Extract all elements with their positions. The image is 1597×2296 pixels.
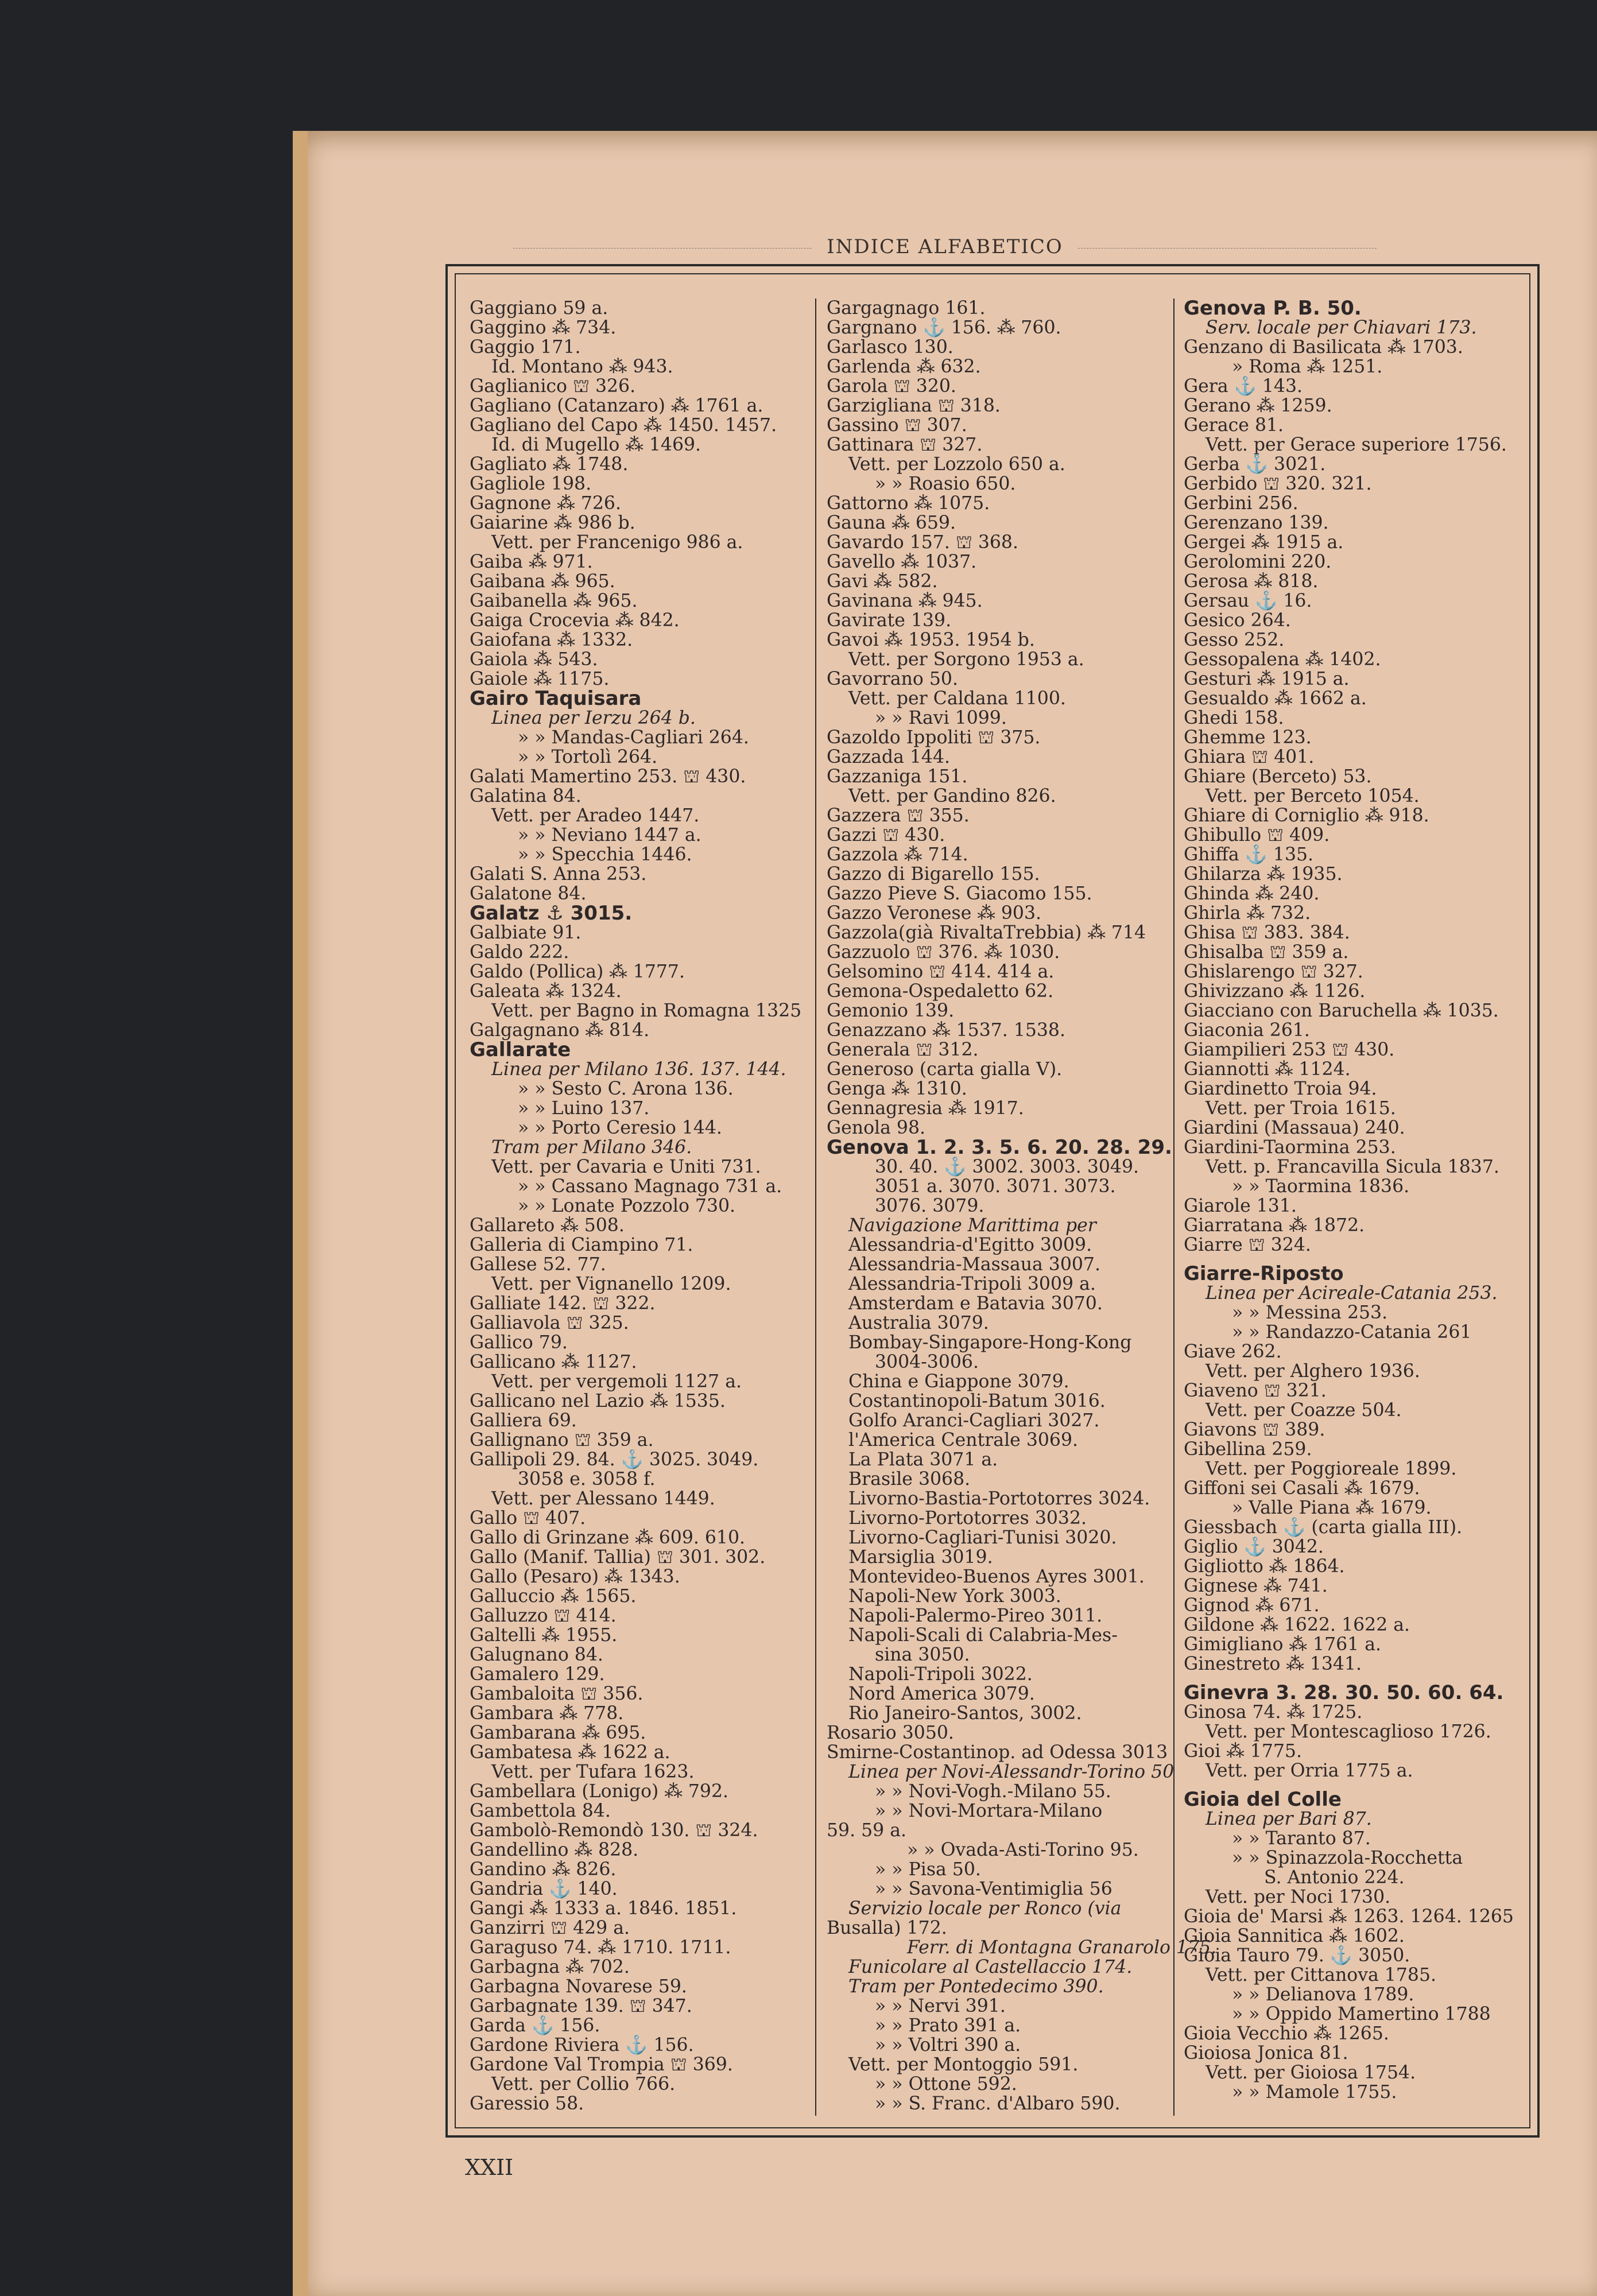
index-entry: Gaibanella ⁂ 965. [470, 591, 638, 611]
index-entry: Ginevra 3. 28. 30. 50. 60. 64. [1184, 1681, 1504, 1704]
index-entry: » » Mandas-Cagliari 264. [518, 727, 749, 748]
index-entry: Gallo (Manif. Tallia) ⛫ 301. 302. [470, 1547, 766, 1568]
index-entry: Garola ⛫ 320. [827, 376, 956, 397]
index-entry: » » Pisa 50. [875, 1859, 981, 1880]
index-entry: Vett. per Orria 1775 a. [1205, 1760, 1413, 1781]
index-entry: Ghiare (Berceto) 53. [1184, 766, 1372, 787]
index-entry: Vett. per Poggioreale 1899. [1205, 1459, 1457, 1479]
index-entry: Galgagnano ⁂ 814. [470, 1020, 650, 1041]
index-entry: Id. Montano ⁂ 943. [491, 356, 673, 377]
index-entry: Gerolomini 220. [1184, 552, 1332, 572]
index-entry: Gavorrano 50. [827, 669, 958, 689]
index-entry: Gemonio 139. [827, 1000, 955, 1021]
index-entry: Linea per Bari 87. [1205, 1809, 1372, 1829]
index-column-1 [470, 298, 809, 2116]
index-entry: Rio Janeiro-Santos, 3002. [848, 1703, 1082, 1724]
index-entry: » » Savona-Ventimiglia 56 [875, 1879, 1113, 1899]
index-entry: Gaiola ⁂ 543. [470, 649, 598, 670]
index-entry: Vett. per Troia 1615. [1205, 1098, 1396, 1119]
index-entry: Gallareto ⁂ 508. [470, 1215, 625, 1236]
index-entry: Galatz ⚓ 3015. [470, 902, 633, 925]
index-entry: Gallignano ⛫ 359 a. [470, 1430, 654, 1450]
index-entry: Ghinda ⁂ 240. [1184, 883, 1320, 904]
index-entry: Gioia Tauro 79. ⚓ 3050. [1184, 1945, 1410, 1966]
index-entry: Gignod ⁂ 671. [1184, 1595, 1320, 1616]
index-entry: Galluccio ⁂ 1565. [470, 1586, 637, 1607]
index-entry: Vett. per vergemoli 1127 a. [491, 1371, 742, 1392]
index-entry: Genova 1. 2. 3. 5. 6. 20. 28. 29. [827, 1136, 1172, 1159]
index-entry: Gaggio 171. [470, 337, 581, 358]
index-entry: Galatina 84. [470, 786, 582, 806]
index-entry: Gazzo Veronese ⁂ 903. [827, 903, 1042, 924]
index-entry: Golfo Aranci-Cagliari 3027. [848, 1410, 1100, 1431]
index-entry: » Roma ⁂ 1251. [1232, 356, 1383, 377]
index-entry: Gallico 79. [470, 1332, 568, 1353]
index-entry: » Valle Piana ⁂ 1679. [1232, 1498, 1432, 1518]
index-entry: Ghemme 123. [1184, 727, 1312, 748]
index-entry: 3051 a. 3070. 3071. 3073. [875, 1176, 1116, 1197]
index-entry: Galdo 222. [470, 942, 569, 963]
index-entry: Garbagna ⁂ 702. [470, 1957, 630, 1977]
index-entry: » » Novi-Mortara-Milano [875, 1801, 1103, 1821]
index-entry: Bombay-Singapore-Hong-Kong [848, 1332, 1132, 1353]
index-entry: Galatone 84. [470, 883, 587, 904]
index-entry: » » Luino 137. [518, 1098, 650, 1119]
index-entry: Garessio 58. [470, 2093, 584, 2114]
index-entry: Ghisalba ⛫ 359 a. [1184, 942, 1349, 963]
index-entry: Livorno-Bastia-Portotorres 3024. [848, 1488, 1150, 1509]
index-entry: Galliera 69. [470, 1410, 577, 1431]
index-entry: Garda ⚓ 156. [470, 2015, 600, 2036]
index-entry: Vett. per Gandino 826. [848, 786, 1056, 806]
index-frame [445, 264, 1540, 2138]
index-entry: Giglio ⚓ 3042. [1184, 1537, 1324, 1557]
index-entry: Garlenda ⁂ 632. [827, 356, 981, 377]
index-entry: Galeata ⁂ 1324. [470, 981, 622, 1002]
index-entry: Gazzi ⛫ 430. [827, 825, 945, 846]
index-entry: Giacciano con Baruchella ⁂ 1035. [1184, 1000, 1499, 1021]
index-entry: » » Oppido Mamertino 1788 [1232, 2004, 1491, 2024]
index-entry: » » Ovada-Asti-Torino 95. [907, 1840, 1139, 1860]
index-entry: Giardinetto Troia 94. [1184, 1079, 1377, 1099]
index-entry: Giardini (Massaua) 240. [1184, 1118, 1405, 1138]
index-entry: Gavirate 139. [827, 610, 952, 631]
index-entry: Gennagresia ⁂ 1917. [827, 1098, 1024, 1119]
index-entry: Gioia Vecchio ⁂ 1265. [1184, 2023, 1389, 2044]
index-entry: Servizio locale per Ronco (via [848, 1898, 1122, 1919]
index-entry: Generala ⛫ 312. [827, 1040, 979, 1060]
index-entry: Galati S. Anna 253. [470, 864, 647, 885]
index-entry: Gimigliano ⁂ 1761 a. [1184, 1634, 1382, 1655]
index-entry: Genzano di Basilicata ⁂ 1703. [1184, 337, 1463, 358]
index-entry: Gaiole ⁂ 1175. [470, 669, 610, 689]
index-entry: Gaiofana ⁂ 1332. [470, 630, 633, 650]
index-entry: Gaibana ⁂ 965. [470, 571, 615, 592]
index-entry: Gioia Sannitica ⁂ 1602. [1184, 1926, 1405, 1946]
index-entry: Giannotti ⁂ 1124. [1184, 1059, 1351, 1080]
index-entry: Gambara ⁂ 778. [470, 1703, 624, 1724]
index-entry: Navigazione Marittima per [848, 1215, 1096, 1236]
index-entry: 30. 40. ⚓ 3002. 3003. 3049. [875, 1157, 1139, 1177]
index-entry: Nord America 3079. [848, 1684, 1035, 1704]
index-entry: » » Porto Ceresio 144. [518, 1118, 722, 1138]
index-entry: » » Delianova 1789. [1232, 1984, 1414, 2005]
index-entry: Napoli-Scali di Calabria-Mes- [848, 1625, 1118, 1646]
column-divider-2 [1173, 298, 1175, 2116]
index-entry: Montevideo-Buenos Ayres 3001. [848, 1566, 1145, 1587]
index-entry: Gangi ⁂ 1333 a. 1846. 1851. [470, 1898, 737, 1919]
index-entry: Vett. per Tufara 1623. [491, 1762, 695, 1782]
index-entry: » » Lonate Pozzolo 730. [518, 1196, 736, 1216]
index-entry: Genola 98. [827, 1118, 926, 1138]
index-entry: Galtelli ⁂ 1955. [470, 1625, 618, 1646]
index-entry: Gildone ⁂ 1622. 1622 a. [1184, 1615, 1410, 1635]
index-entry: Giffoni sei Casali ⁂ 1679. [1184, 1478, 1420, 1499]
index-entry: Gandria ⚓ 140. [470, 1879, 618, 1899]
index-entry: Gibellina 259. [1184, 1439, 1312, 1460]
index-entry: Ghiffa ⚓ 135. [1184, 844, 1314, 865]
index-entry: Garzigliana ⛫ 318. [827, 395, 1001, 416]
index-entry: Generoso (carta gialla V). [827, 1059, 1063, 1080]
index-entry: Amsterdam e Batavia 3070. [848, 1293, 1103, 1314]
index-entry: Gardone Riviera ⚓ 156. [470, 2035, 694, 2055]
index-entry: » » Spinazzola-Rocchetta [1232, 1848, 1463, 1868]
index-entry: Vett. per Coazze 504. [1205, 1400, 1402, 1421]
index-entry: Gandino ⁂ 826. [470, 1859, 617, 1880]
index-entry: » » Specchia 1446. [518, 844, 692, 865]
index-entry: Linea per Ierzu 264 b. [491, 708, 696, 728]
index-entry: Galliavola ⛫ 325. [470, 1313, 629, 1333]
index-entry: Vett. per Berceto 1054. [1205, 786, 1420, 806]
index-entry: Gargagnago 161. [827, 298, 986, 319]
index-entry: Vett. per Vignanello 1209. [491, 1274, 731, 1294]
index-entry: » » Ravi 1099. [875, 708, 1007, 728]
index-entry: 3076. 3079. [875, 1196, 984, 1216]
index-entry: Vett. per Gioiosa 1754. [1205, 2062, 1416, 2083]
index-entry: Rosario 3050. [827, 1723, 954, 1743]
index-entry: Gallo (Pesaro) ⁂ 1343. [470, 1566, 680, 1587]
running-head: INDICE ALFABETICO [293, 235, 1597, 258]
index-entry: Gaggiano 59 a. [470, 298, 608, 319]
index-entry: Gerenzano 139. [1184, 513, 1329, 533]
index-entry: Gaiarine ⁂ 986 b. [470, 513, 635, 533]
index-entry: Gambaloita ⛫ 356. [470, 1684, 644, 1704]
index-entry: Gazzera ⛫ 355. [827, 805, 970, 826]
index-entry: » » Randazzo-Catania 261 [1232, 1322, 1472, 1343]
index-entry: Gesualdo ⁂ 1662 a. [1184, 688, 1367, 709]
index-entry: Gioia de' Marsi ⁂ 1263. 1264. 1265 [1184, 1906, 1514, 1927]
index-entry: Costantinopoli-Batum 3016. [848, 1391, 1106, 1411]
index-entry: Garbagnate 139. ⛫ 347. [470, 1996, 692, 2016]
index-entry: Gaglianico ⛫ 326. [470, 376, 636, 397]
index-entry: Gattinara ⛫ 327. [827, 435, 983, 455]
index-entry: Gergei ⁂ 1915 a. [1184, 532, 1344, 553]
index-entry: Giarre-Riposto [1184, 1262, 1344, 1285]
index-entry: Tram per Milano 346. [491, 1137, 692, 1158]
index-entry: Gambatesa ⁂ 1622 a. [470, 1742, 670, 1763]
index-entry: Ghislarengo ⛫ 327. [1184, 961, 1363, 982]
index-entry: Vett. per Collio 766. [491, 2074, 676, 2095]
index-entry: Genazzano ⁂ 1537. 1538. [827, 1020, 1065, 1041]
index-entry: Vett. per Cavaria e Uniti 731. [491, 1157, 761, 1177]
index-entry: Gazzo Pieve S. Giacomo 155. [827, 883, 1092, 904]
index-entry: Alessandria-Tripoli 3009 a. [848, 1274, 1096, 1294]
index-entry: Gallicano ⁂ 1127. [470, 1352, 637, 1372]
index-entry: S. Antonio 224. [1264, 1867, 1405, 1888]
index-entry: Smirne-Costantinop. ad Odessa 3013 [827, 1742, 1168, 1763]
index-entry: Gairo Taquisara [470, 687, 642, 710]
index-entry: Ghiara ⛫ 401. [1184, 747, 1315, 767]
index-entry: Gelsomino ⛫ 414. 414 a. [827, 961, 1055, 982]
index-entry: Gamalero 129. [470, 1664, 605, 1685]
index-entry: Genova P. B. 50. [1184, 297, 1362, 320]
index-entry: Gazzola(già RivaltaTrebbia) ⁂ 714 [827, 922, 1146, 943]
index-column-2 [827, 298, 1217, 2116]
index-entry: Gazzaniga 151. [827, 766, 968, 787]
index-entry: Gesso 252. [1184, 630, 1285, 650]
index-entry: 3004-3006. [875, 1352, 979, 1372]
index-entry: sina 3050. [875, 1645, 970, 1665]
index-entry: Vett. per Cittanova 1785. [1205, 1965, 1437, 1985]
index-entry: China e Giappone 3079. [848, 1371, 1069, 1392]
index-entry: Galati Mamertino 253. ⛫ 430. [470, 766, 746, 787]
index-entry: Gioiosa Jonica 81. [1184, 2043, 1348, 2064]
index-entry: Giavons ⛫ 389. [1184, 1420, 1325, 1440]
index-entry: Ghibullo ⛫ 409. [1184, 825, 1330, 846]
index-entry: Gallicano nel Lazio ⁂ 1535. [470, 1391, 726, 1411]
index-entry: Gallarate [470, 1038, 571, 1061]
index-entry: Gazzada 144. [827, 747, 951, 767]
index-entry: Gambarana ⁂ 695. [470, 1723, 646, 1743]
index-entry: Garlasco 130. [827, 337, 953, 358]
index-entry: Livorno-Cagliari-Tunisi 3020. [848, 1527, 1117, 1548]
index-entry: Galluzzo ⛫ 414. [470, 1605, 617, 1626]
index-entry: Gignese ⁂ 741. [1184, 1576, 1328, 1596]
index-entry: Gardone Val Trompia ⛫ 369. [470, 2054, 733, 2075]
index-entry: Linea per Milano 136. 137. 144. [491, 1059, 786, 1080]
index-entry: Gerba ⚓ 3021. [1184, 454, 1326, 475]
index-entry: Ferr. di Montagna Granarolo 175. [907, 1937, 1217, 1958]
page-number: XXII [465, 2155, 514, 2180]
index-entry: Ghivizzano ⁂ 1126. [1184, 981, 1366, 1002]
index-entry: Vett. per Francenigo 986 a. [491, 532, 743, 553]
index-entry: Vett. per Montescaglioso 1726. [1205, 1721, 1491, 1742]
index-entry: Gambellara (Lonigo) ⁂ 792. [470, 1781, 729, 1802]
index-entry: Gallo di Grinzane ⁂ 609. 610. [470, 1527, 746, 1548]
index-entry: Tram per Pontedecimo 390. [848, 1976, 1104, 1997]
index-entry: Gambettola 84. [470, 1801, 611, 1821]
index-entry: Gerbido ⛫ 320. 321. [1184, 474, 1372, 494]
index-entry: » » Neviano 1447 a. [518, 825, 701, 846]
index-entry: Gaiba ⁂ 971. [470, 552, 593, 572]
index-entry: Gallese 52. 77. [470, 1254, 606, 1275]
index-entry: Gessopalena ⁂ 1402. [1184, 649, 1381, 670]
index-entry: » » Taranto 87. [1232, 1828, 1371, 1849]
index-entry: » » Tortolì 264. [518, 747, 658, 767]
index-entry: Galliate 142. ⛫ 322. [470, 1293, 656, 1314]
index-entry: Linea per Acireale-Catania 253. [1205, 1283, 1498, 1304]
index-entry: Gassino ⛫ 307. [827, 415, 967, 436]
index-column-3 [1184, 298, 1524, 2116]
index-entry: Giardini-Taormina 253. [1184, 1137, 1396, 1158]
index-entry: Gioi ⁂ 1775. [1184, 1741, 1302, 1762]
index-entry: Genga ⁂ 1310. [827, 1079, 967, 1099]
index-entry: Gazzola ⁂ 714. [827, 844, 968, 865]
index-entry: 3058 e. 3058 f. [518, 1469, 656, 1490]
index-entry: Napoli-New York 3003. [848, 1586, 1061, 1607]
index-entry: Ghiare di Corniglio ⁂ 918. [1184, 805, 1429, 826]
index-entry: Gagliano del Capo ⁂ 1450. 1457. [470, 415, 777, 436]
index-entry: Ghedi 158. [1184, 708, 1284, 728]
index-entry: Marsiglia 3019. [848, 1547, 993, 1568]
index-entry: Giave 262. [1184, 1341, 1282, 1362]
index-entry: » » Novi-Vogh.-Milano 55. [875, 1781, 1111, 1802]
index-entry: Ghirla ⁂ 732. [1184, 903, 1311, 924]
index-entry: Ghilarza ⁂ 1935. [1184, 864, 1343, 885]
index-entry: Garbagna Novarese 59. [470, 1976, 687, 1997]
index-entry: Galbiate 91. [470, 922, 582, 943]
index-entry: l'America Centrale 3069. [848, 1430, 1078, 1450]
index-entry: Gerbini 256. [1184, 493, 1298, 514]
index-entry: Vett. per Alessano 1449. [491, 1488, 715, 1509]
index-entry: » » Nervi 391. [875, 1996, 1006, 2016]
index-entry: Vett. per Montoggio 591. [848, 2054, 1079, 2075]
index-entry: Gigliotto ⁂ 1864. [1184, 1556, 1345, 1577]
index-entry: Gattorno ⁂ 1075. [827, 493, 990, 514]
index-entry: » » Messina 253. [1232, 1302, 1388, 1323]
index-entry: Serv. locale per Chiavari 173. [1205, 317, 1477, 338]
index-entry: » » Voltri 390 a. [875, 2035, 1021, 2055]
index-entry: Ganzirri ⛫ 429 a. [470, 1918, 630, 1938]
index-entry: Gavello ⁂ 1037. [827, 552, 977, 572]
index-entry: » » Roasio 650. [875, 474, 1016, 494]
index-entry: Giarre ⛫ 324. [1184, 1235, 1311, 1255]
index-entry: Gallipoli 29. 84. ⚓ 3025. 3049. [470, 1449, 759, 1470]
index-entry: Galdo (Pollica) ⁂ 1777. [470, 961, 685, 982]
index-entry: » » Prato 391 a. [875, 2015, 1021, 2036]
index-entry: Gandellino ⁂ 828. [470, 1840, 639, 1860]
index-entry: Vett. per Caldana 1100. [848, 688, 1066, 709]
index-entry: Gavardo 157. ⛫ 368. [827, 532, 1018, 553]
index-entry: 59. 59 a. [827, 1820, 906, 1841]
index-entry: Gaiga Crocevia ⁂ 842. [470, 610, 680, 631]
index-entry: Gerace 81. [1184, 415, 1284, 436]
index-entry: Gavoi ⁂ 1953. 1954 b. [827, 630, 1035, 650]
index-entry: Napoli-Palermo-Pireo 3011. [848, 1605, 1103, 1626]
index-entry: Funicolare al Castellaccio 174. [848, 1957, 1133, 1977]
index-entry: Gavi ⁂ 582. [827, 571, 938, 592]
index-entry: Gioia del Colle [1184, 1788, 1342, 1811]
index-entry: » » Cassano Magnago 731 a. [518, 1176, 782, 1197]
index-entry: Gesico 264. [1184, 610, 1291, 631]
index-entry: Giampilieri 253 ⛫ 430. [1184, 1040, 1395, 1060]
index-entry: Gambolò-Remondò 130. ⛫ 324. [470, 1820, 758, 1841]
index-entry: Gauna ⁂ 659. [827, 513, 956, 533]
index-entry: Vett. per Aradeo 1447. [491, 805, 700, 826]
index-entry: Gesturi ⁂ 1915 a. [1184, 669, 1350, 689]
index-entry: Gagliano (Catanzaro) ⁂ 1761 a. [470, 395, 763, 416]
index-entry: Gagliato ⁂ 1748. [470, 454, 629, 475]
index-entry: Vett. per Sorgono 1953 a. [848, 649, 1084, 670]
index-entry: Vett. p. Francavilla Sicula 1837. [1205, 1157, 1499, 1177]
index-entry: Giarole 131. [1184, 1196, 1297, 1216]
index-entry: Vett. per Gerace superiore 1756. [1205, 435, 1507, 455]
index-entry: Ginestreto ⁂ 1341. [1184, 1654, 1362, 1674]
index-entry: Garaguso 74. ⁂ 1710. 1711. [470, 1937, 731, 1958]
index-entry: » » S. Franc. d'Albaro 590. [875, 2093, 1121, 2114]
index-entry: » » Sesto C. Arona 136. [518, 1079, 734, 1099]
index-entry: Giaconia 261. [1184, 1020, 1310, 1041]
index-entry: Gallo ⛫ 407. [470, 1508, 586, 1529]
index-entry: Gagliole 198. [470, 474, 592, 494]
index-entry: Alessandria-d'Egitto 3009. [848, 1235, 1092, 1255]
index-entry: Alessandria-Massaua 3007. [848, 1254, 1100, 1275]
index-entry: Gazzuolo ⛫ 376. ⁂ 1030. [827, 942, 1060, 963]
index-entry: Gagnone ⁂ 726. [470, 493, 621, 514]
index-entry: Giarratana ⁂ 1872. [1184, 1215, 1365, 1236]
index-entry: Gerosa ⁂ 818. [1184, 571, 1319, 592]
index-entry: Australia 3079. [848, 1313, 989, 1333]
index-entry: Gera ⚓ 143. [1184, 376, 1303, 397]
index-entry: Busalla) 172. [827, 1918, 947, 1938]
index-entry: Vett. per Lozzolo 650 a. [848, 454, 1065, 475]
index-entry: » » Taormina 1836. [1232, 1176, 1410, 1197]
index-entry: Gersau ⚓ 16. [1184, 591, 1312, 611]
index-entry: Gazoldo Ippoliti ⛫ 375. [827, 727, 1041, 748]
index-entry: Ginosa 74. ⁂ 1725. [1184, 1702, 1363, 1723]
index-entry: » » Mamole 1755. [1232, 2082, 1397, 2103]
index-entry: Livorno-Portotorres 3032. [848, 1508, 1087, 1529]
index-entry: » » Ottone 592. [875, 2074, 1017, 2095]
index-entry: Giaveno ⛫ 321. [1184, 1380, 1327, 1401]
column-divider-1 [815, 298, 816, 2116]
index-entry: Gargnano ⚓ 156. ⁂ 760. [827, 317, 1061, 338]
index-entry: Giessbach ⚓ (carta gialla III). [1184, 1517, 1463, 1538]
index-entry: La Plata 3071 a. [848, 1449, 998, 1470]
index-entry: Gazzo di Bigarello 155. [827, 864, 1040, 885]
index-entry: Linea per Novi-Alessandr-Torino 50 [848, 1762, 1175, 1782]
index-entry: Galleria di Ciampino 71. [470, 1235, 693, 1255]
index-entry: Id. di Mugello ⁂ 1469. [491, 435, 701, 455]
index-entry: Galugnano 84. [470, 1645, 603, 1665]
index-entry: Napoli-Tripoli 3022. [848, 1664, 1033, 1685]
index-entry: Gemona-Ospedaletto 62. [827, 981, 1054, 1002]
index-entry: Ghisa ⛫ 383. 384. [1184, 922, 1350, 943]
page-sheet [293, 131, 1597, 2296]
index-entry: Gavinana ⁂ 945. [827, 591, 983, 611]
index-entry: Brasile 3068. [848, 1469, 971, 1490]
index-entry: Vett. per Alghero 1936. [1205, 1361, 1420, 1382]
index-entry: Vett. per Bagno in Romagna 1325 [491, 1000, 802, 1021]
index-entry: Vett. per Noci 1730. [1205, 1887, 1391, 1907]
index-entry: Gaggino ⁂ 734. [470, 317, 617, 338]
index-entry: Gerano ⁂ 1259. [1184, 395, 1332, 416]
